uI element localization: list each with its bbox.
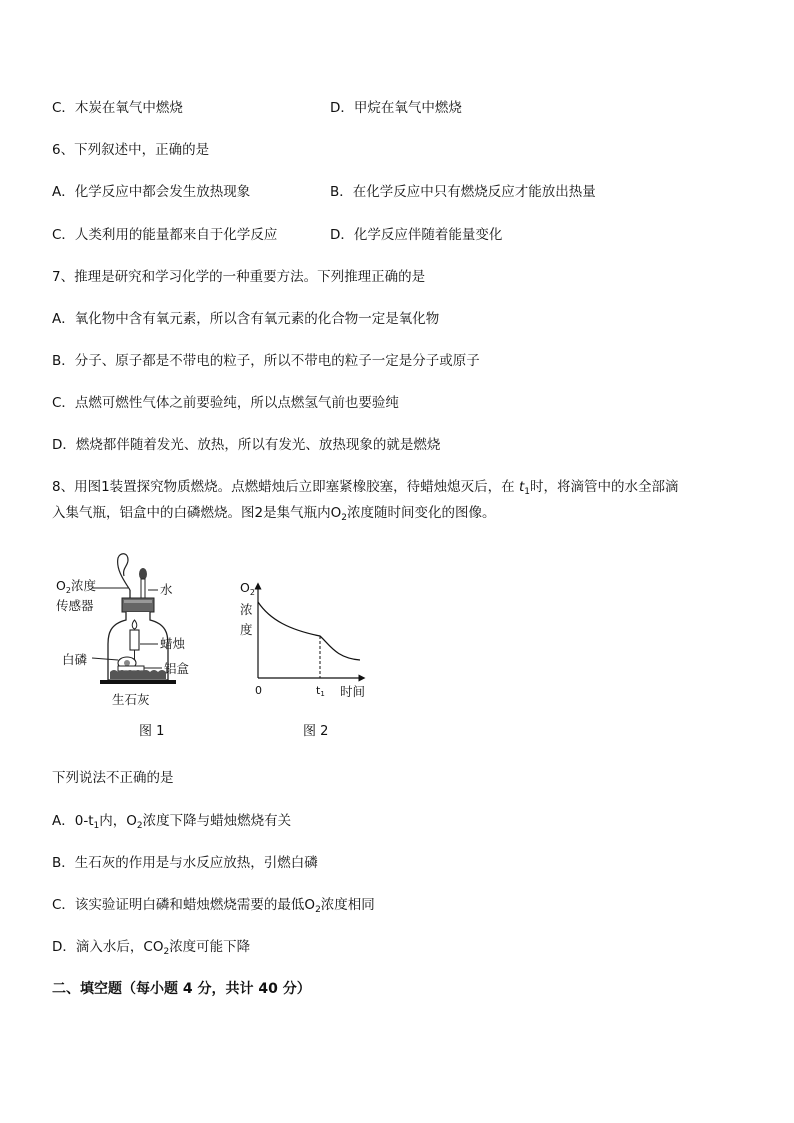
- q8-option-c-text: 浓度相同: [320, 897, 375, 913]
- q8-stem-text: 8、用图1装置探究物质燃烧。点燃蜡烛后立即塞紧橡胶塞，待蜡烛熄灭后，在: [52, 479, 519, 495]
- q8-option-a-text: A．0-t: [52, 813, 94, 829]
- q8-stem-text: 时，将滴管中的水全部滴: [530, 479, 679, 495]
- figure-2-caption: 图 2: [303, 724, 329, 739]
- q8-option-b: B．生石灰的作用是与水反应放热，引燃白磷: [52, 855, 318, 871]
- fig1-label-o2: O: [56, 578, 66, 593]
- figure-1-caption: 图 1: [139, 724, 165, 739]
- fig2-xlabel: 时间: [340, 684, 366, 699]
- fig1-label-sensor: 传感器: [56, 598, 94, 613]
- figure-2-graph: [230, 572, 380, 707]
- fig1-label-aluminum-box: 铝盒: [164, 661, 190, 676]
- q6-option-b: B．在化学反应中只有燃烧反应才能放出热量: [330, 184, 596, 200]
- q8-o2-subscript: 2: [341, 513, 347, 523]
- fig1-label-o2-sub: 2: [65, 586, 71, 595]
- q5-options-row: [52, 98, 462, 118]
- svg-text:O2浓度: [56, 578, 96, 595]
- q8-option-d-text: D．滴入水后，CO: [52, 939, 164, 955]
- q5-option-d: D．甲烷在氧气中燃烧: [330, 100, 462, 116]
- q5-option-c: C．木炭在氧气中燃烧: [52, 100, 183, 116]
- q7-option-d: D．燃烧都伴随着发光、放热，所以有发光、放热现象的就是燃烧: [52, 437, 441, 453]
- section-2-heading: 二、填空题（每小题 4 分，共计 40 分）: [52, 981, 311, 997]
- fig2-ylabel-o: O: [240, 580, 250, 595]
- fig2-origin-label: 0: [255, 684, 262, 697]
- q8-ask: 下列说法不正确的是: [52, 770, 174, 786]
- q8-stem-line1: [52, 477, 679, 502]
- q8-option-d: [52, 937, 250, 962]
- fig1-label-water: 水: [160, 582, 173, 597]
- fig1-label-candle: 蜡烛: [160, 636, 186, 651]
- q7-stem: 7、推理是研究和学习化学的一种重要方法。下列推理正确的是: [52, 269, 426, 285]
- fig2-ylabel-char2: 度: [240, 622, 253, 637]
- q6-options-row-2: [52, 225, 503, 245]
- q8-time-subscript: 1: [524, 487, 530, 497]
- q8-option-a-text: 浓度下降与蜡烛燃烧有关: [142, 813, 292, 829]
- q8-time-symbol: t: [518, 479, 525, 495]
- q8-stem-text: 入集气瓶，铝盒中的白磷燃烧。图2是集气瓶内O: [52, 505, 342, 521]
- q6-option-a: A．化学反应中都会发生放热现象: [52, 184, 251, 200]
- q8-option-d-text: 浓度可能下降: [169, 939, 251, 955]
- fig1-label-concentration: 浓度: [70, 578, 96, 593]
- q8-option-c-sub: 2: [315, 905, 321, 915]
- q8-option-a-sub: 2: [136, 821, 143, 831]
- fig1-label-quicklime: 生石灰: [112, 692, 150, 707]
- fig1-label-phosphorus: 白磷: [62, 652, 88, 667]
- q6-option-d: D．化学反应伴随着能量变化: [330, 227, 503, 243]
- q8-option-c-text: C．该实验证明白磷和蜡烛燃烧需要的最低O: [52, 897, 316, 913]
- q6-option-c: C．人类利用的能量都来自于化学反应: [52, 227, 278, 243]
- q7-option-c: C．点燃可燃性气体之前要验纯，所以点燃氢气前也要验纯: [52, 395, 399, 411]
- q8-option-a-sub: 1: [93, 821, 100, 831]
- q7-option-a: A．氧化物中含有氧元素，所以含有氧元素的化合物一定是氧化物: [52, 311, 440, 327]
- q8-option-a: [52, 811, 291, 836]
- fig2-ylabel-char1: 浓: [240, 602, 253, 617]
- q8-option-a-text: 内，O: [99, 813, 137, 829]
- q6-options-row-1: [52, 182, 596, 202]
- fig2-t1-label: t: [316, 684, 321, 697]
- q8-stem-line2: [52, 503, 495, 528]
- q7-option-b: B．分子、原子都是不带电的粒子，所以不带电的粒子一定是分子或原子: [52, 353, 480, 369]
- q8-option-d-sub: 2: [163, 947, 170, 957]
- fig2-t1-sub: 1: [320, 690, 325, 698]
- q8-stem-text: 浓度随时间变化的图像。: [346, 505, 496, 521]
- svg-text:O2: [240, 580, 255, 597]
- figure-1-apparatus: [52, 548, 192, 713]
- q6-stem: 6、下列叙述中，正确的是: [52, 142, 210, 158]
- fig2-ylabel-sub: 2: [249, 588, 255, 597]
- svg-text:t1: [316, 684, 325, 698]
- q8-option-c: [52, 895, 375, 920]
